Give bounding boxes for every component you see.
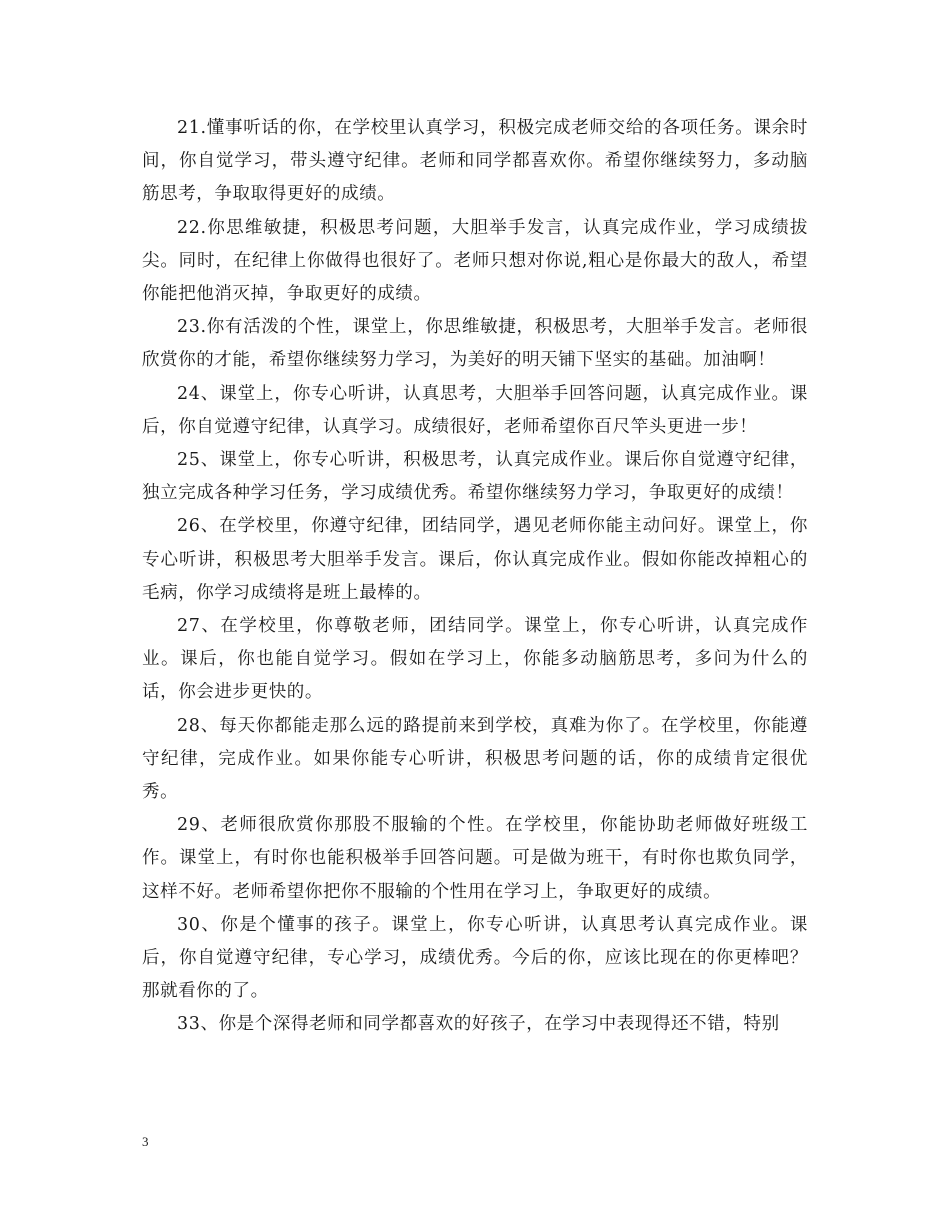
paragraph-21: 21.懂事听话的你，在学校里认真学习，积极完成老师交给的各项任务。课余时间，你自觉学习，带头遵守纪律。老师和同学都喜欢你。希望你继续努力，多动脑筋思考，争取取得更好的成绩。 — [142, 118, 808, 205]
page-number: 3 — [142, 1134, 149, 1149]
paragraph-27: 27、在学校里，你尊敬老师，团结同学。课堂上，你专心听讲，认真完成作业。课后，你也能自觉学习。假如在学习上，你能多动脑筋思考，多问为什么的话，你会进步更快的。 — [142, 616, 808, 703]
paragraph-26: 26、在学校里，你遵守纪律，团结同学，遇见老师你能主动问好。课堂上，你专心听讲，积极思考大胆举手发言。课后，你认真完成作业。假如你能改掉粗心的毛病，你学习成绩将是班上最棒的。 — [142, 516, 808, 603]
paragraph-25: 25、课堂上，你专心听讲，积极思考，认真完成作业。课后你自觉遵守纪律，独立完成各种学习任务，学习成绩优秀。希望你继续努力学习，争取更好的成绩！ — [142, 450, 808, 504]
paragraph-33: 33、你是个深得老师和同学都喜欢的好孩子，在学习中表现得还不错，特别 — [177, 1014, 780, 1035]
paragraph-24: 24、课堂上，你专心听讲，认真思考，大胆举手回答问题，认真完成作业。课后，你自觉遵守纪律，认真学习。成绩很好，老师希望你百尺竿头更进一步！ — [142, 383, 808, 437]
paragraph-22: 22.你思维敏捷，积极思考问题，大胆举手发言，认真完成作业，学习成绩拔尖。同时，在纪律上你做得也很好了。老师只想对你说,粗心是你最大的敌人，希望你能把他消灭掉，争取更好的成绩。 — [142, 217, 808, 305]
paragraph-30: 30、你是个懂事的孩子。课堂上，你专心听讲，认真思考认真完成作业。课后，你自觉遵守纪律，专心学习，成绩优秀。今后的你，应该比现在的你更棒吧？那就看你的了。 — [142, 914, 808, 1002]
document-body — [142, 112, 808, 1042]
paragraph-28: 28、每天你都能走那么远的路提前来到学校，真难为你了。在学校里，你能遵守纪律，完成作业。如果你能专心听讲，积极思考问题的话，你的成绩肯定很优秀。 — [142, 715, 808, 803]
paragraph-23: 23.你有活泼的个性，课堂上，你思维敏捷，积极思考，大胆举手发言。老师很欣赏你的才能，希望你继续努力学习，为美好的明天铺下坚实的基础。加油啊！ — [142, 317, 808, 371]
paragraph-29: 29、老师很欣赏你那股不服输的个性。在学校里，你能协助老师做好班级工作。课堂上，有时你也能积极举手回答问题。可是做为班干，有时你也欺负同学，这样不好。老师希望你把你不服输的个性用在学习上，争取更好的成绩。 — [142, 815, 808, 902]
